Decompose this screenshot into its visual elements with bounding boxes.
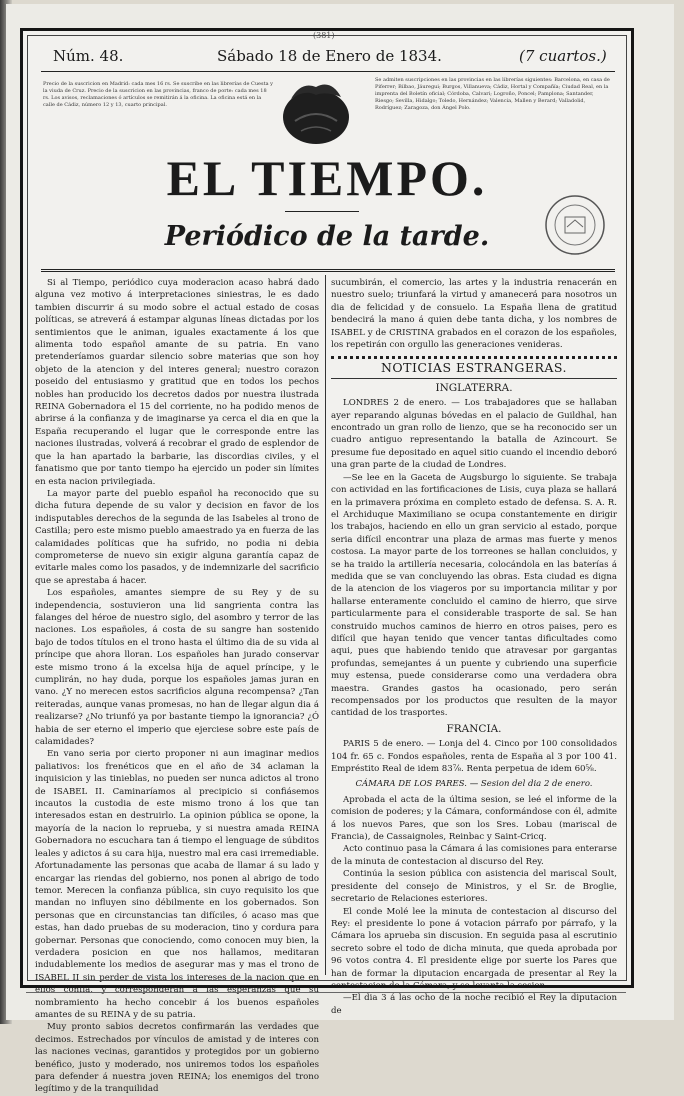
newspaper-title: EL TIEMPO. — [166, 150, 488, 206]
augsburg-paragraph: —Se lee en la Gaceta de Augsburgo lo siguiente. Se trabaja con actividad en las fortificaciones de Lisis, cuya plaza se hallará en la primavera próxima en completo estado de defensa. S. A. R. el Archiduque Maximiliano se ocupa constantemente en dirigir los trabajos, haciendo en ello un gran servicio al estado, porque seria difícil encontrar una plaza de armas mas fuerte y menos costosa. La mayor parte de los torreones se hallan concluidos, y se ha traido la artillería necesaria, colocándola en las baterías á medida que se van concluyendo las obras. Esta ciudad es digna de la atencion de los viageros por su importancia militar y por hallarse enteramente concluido el camino de hierro, que sirve particularmente para el considerable trasporte de sal. Se han construido muchos caminos de hierro en otros paises, pero es difícil que hayan tenido que vencer tantas dificultades como aqui, pues que habiendo tenido que atravesar por gargantas profundas, semejantes á un puente y cubriendo una superficie muy estensa, puede considerarse como una verdadera obra maestra. Grandes gastos ha ocasionado, pero serán recompensados por los productos que resulten de la mayor cantidad de los trasportes. — [331, 472, 617, 719]
issue-date: Sábado 18 de Enero de 1834. — [217, 47, 442, 65]
top-stamp: (381) — [313, 31, 335, 40]
francia-paragraph-2: Acto continuo pasa la Cámara á las comisiones para enterarse de la minuta de contestacion al discurso del Rey. — [331, 844, 617, 867]
masthead-bottom-rule — [41, 269, 615, 274]
section-title: NOTICIAS ESTRANGERAS. — [380, 360, 568, 376]
page-frame — [20, 28, 634, 1095]
francia-paragraph-4: El conde Molé lee la minuta de contestacion al discurso del Rey: el presidente lo pone á votacion párrafo por párrafo, y la Cámara los aprueba sin discusion. En seguida pasa al escrutinio secreto sobre el todo de dicha minuta, que queda aprobada por 96 votos contra 4. El presidente elige por suerte los Pares que han de formar la diputacion encargada de presentar al Rey la contestacion de la Cámara, y se levanta la sesion. — [331, 906, 617, 991]
inglaterra-heading: INGLATERRA. — [435, 381, 513, 394]
section-separator — [331, 356, 617, 359]
left-paragraph-3: Los españoles, amantes siempre de su Rey y de su independencia, sostuvieron una lid sangrienta contra las falanges del héroe de nuestro siglo, del asombro y terror de las naciones. Los españoles, á costa de su sangre han sostenido bajo de todos títulos en el trono hasta el último dia de su vida al príncipe que ahora lloran. Los españoles han jurado conservar este mismo trono á la excelsa hija de aquel príncipe, y le cumplirán, no hay duda, porque los españoles jamas juran en vano. ¿Y no merecen estos sacrificios alguna recompensa? ¿Tan reiteradas, aunque vanas promesas, no han de llegar algun dia á realizarse? ¿No triunfó ya por bastante tiempo la ignorancia? ¿Ó habia de ser eterno el imperio que ejerciese sobre este país de calamidades? — [35, 588, 319, 748]
left-paragraph-2: La mayor parte del pueblo español ha reconocido que su dicha futura depende de su valor y decision en favor de los indisputables derechos de la segunda de las Isabeles al trono de Castilla; pero este mismo pueblo amaestrado ya en fuerza de las calamidades políticas que ha sufrido, no podia ni debia comprometerse de nuevo sin exigir alguna garantía capaz de evitarle males como los pasados, y de indemnizarle del sacrificio que se aprestaba á hacer. — [35, 488, 319, 586]
masthead-header-row — [41, 47, 615, 69]
header-rule — [41, 71, 615, 72]
right-column — [331, 277, 617, 1016]
masthead-emblem-icon — [281, 77, 351, 149]
chamber-session-heading: CÁMARA DE LOS PARES. — Sesion del dia 2 de enero. — [355, 779, 593, 790]
left-paragraph-1: Si al Tiempo, periódico cuya moderacion acaso habrá dado alguna vez motivo á interpretaciones siniestras, le es dado tambien discurrir á su modo sobre el actual estado de cosas políticas, se atreverá á estampar algunas líneas dictadas por los sentimientos que le animan, iguales exactamente á los que alimenta todo español amante de su patria. En vano pretenderíamos guardar silencio sobre materias que son hoy objeto de la atencion y del interes general; nuestro corazon poseido del entusiasmo y gratitud que en todos los pechos nobles han producido los decretos dados por nuestra ilustrada REINA Gobernadora el 15 del corriente, no ha podido menos de abrirse á la confianza y de imaginarse ya cerca el dia en que la España recuperando el lugar que le corresponde entre las naciones ilustradas, volverá á recobrar el grado de esplendor de que la han apartado la barbarie, las discordias civiles, y el fanatismo que por tanto tiempo ha ejercido un poder sin límites en esta nacion privilegiada. — [35, 278, 319, 487]
paris-bourse-paragraph: PARIS 5 de enero. — Lonja del 4. Cinco por 100 consolidados 104 fr. 65 c. Fondos españoles, renta de España al 3 por 100 41. Empréstito Real de idem 83⅞. Renta perpetua de idem 60⅝. — [331, 739, 617, 775]
title-flourish — [285, 211, 359, 212]
francia-paragraph-1: Aprobada el acta de la última sesion, se leé el informe de la comision de poderes; y la Cámara, conformándose con él, admite á los nuevos Pares, que son los Sres. Lobau (mariscal de Francia), de Cassaignoles, Reinbac y Saint-Cricq. — [331, 794, 617, 843]
library-stamp-icon — [543, 193, 607, 257]
london-paragraph: LONDRES 2 de enero. — Los trabajadores que se hallaban ayer reparando algunas bóvedas en el palacio de Guildhal, han encontrado un gran rollo de lienzo, que se ha reconocido ser un cuadro antiguo representando la batalla de Azincourt. Se presume fue depositado en aquel sitio cuando el incendio deboró una gran parte de la ciudad de Londres. — [331, 398, 617, 471]
column-divider — [325, 275, 326, 975]
francia-paragraph-5: —El dia 3 á las ocho de la noche recibió el Rey la diputacion de — [331, 993, 617, 1016]
left-paragraph-4: En vano seria por cierto proponer ni aun imaginar medios paliativos: los frenéticos que en el año de 34 aclaman la inquisicion y las tinieblas, no pueden ser nunca adictos al trono de ISABEL II. Caminaríamos al precipicio si confiásemos incautos la custodia de este mismo trono á los que tan interesados estan en destruirlo. La opinion pública se opone, la mayoría de la nacion lo reprueba, y si nuestra amada REINA Gobernadora no escuchara tan á tiempo el lenguage de súbditos leales y adictos á su cara hija, nuestro mal era casi irremediable. Afortunadamente las personas que acaba de llamar á su lado y encargar las riendas del gobierno, nos ponen al abrigo de todo temor. Merecen la confianza pública, sin cuyo requisito los que mandan no influyen sino débilmente en los gobernados. Son personas que en circunstancias tan difíciles, ó acaso mas que estas, han dado pruebas de su moderacion, tino y cordura para gobernar. Personas que conociendo, como conocen muy bien, la verdadera posicion en que nos hallamos, meditaran indudablemente los medios de asegurar mas y mas el trono de ISABEL II sin perder de vista los intereses de la nacion que en ellos confía, y corresponderán á las esperanzas que su nombramiento ha hecho concebir á los buenos españoles amantes de su REINA y de su patria. — [35, 749, 319, 1020]
issue-price: (7 cuartos.) — [519, 47, 607, 65]
newspaper-sheet — [6, 4, 674, 1095]
subscription-notice-madrid: Precio de la suscricion en Madrid: cada mes 16 rs. Se suscribe en las librerías de Cuesta y la viuda de Cruz. Precio de la suscricion en las provincias, franco de porte: cada mes 18 rs. Los avisos, reclamaciones ó artículos se remitirán á la oficina. La oficina está en la calle de Cádiz, número 12 y 13, cuarto principal. — [43, 81, 273, 108]
left-paragraph-5: Muy pronto sabios decretos confirmarán las verdades que decimos. Estrechados por vínculos de amistad y de interes con las naciones vecinas, garantidos y protegidos por un gobierno benéfico, justo y moderado, nos uniremos todos los españoles para defender á nuestra joven REINA; los enemigos del trono legítimo y de la tranquilidad — [35, 1022, 319, 1095]
section-title-rule — [331, 378, 617, 379]
newspaper-subtitle: Periódico de la tarde. — [164, 221, 490, 252]
francia-paragraph-3: Continúa la sesion pública con asistencia del mariscal Soult, presidente del consejo de Ministros, y el Sr. de Broglie, secretario de Relaciones esteriores. — [331, 869, 617, 905]
subscription-notice-provinces: Se admiten suscripciones en las provincias en las librerías siguientes: Barcelona, en casa de Piferrer; Bilbao, Jáuregui; Burgos, Villanueva; Cádiz, Hortal y Compañía; Ciudad Real, en la imprenta del Boletín oficial; Córdoba, Calvari; Logroño, Poncel; Pamplona; Santander, Riesgo; Sevilla, Hidalgo; Toledo, Hernández; Valencia, Mallen y Berard; Valladolid, Rodríguez; Zaragoza, don Ángel Polo. — [375, 77, 610, 111]
left-column — [35, 277, 319, 1095]
francia-heading: FRANCIA. — [446, 722, 502, 735]
issue-number: Núm. 48. — [53, 47, 124, 65]
continued-article: sucumbirán, el comercio, las artes y la industria renacerán en nuestro suelo; triunfará la virtud y amanecerá para nosotros un dia de felicidad y de consuelo. La España llena de gratitud bendecirá la mano á quien debe tanta dicha, y los nombres de ISABEL y de CRISTINA grabados en el corazon de los españoles, los repetirán con orgullo las generaciones venideras. — [331, 278, 617, 351]
page-bottom-edge — [26, 992, 626, 1001]
